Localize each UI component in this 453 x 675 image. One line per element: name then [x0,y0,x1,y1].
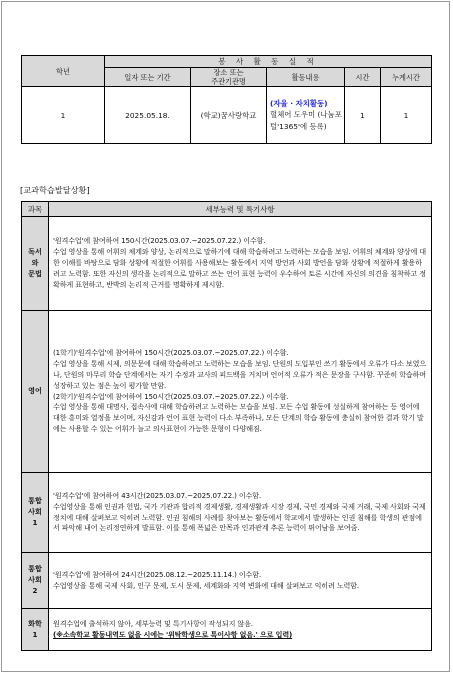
subject-name: 독서 와 문법 [22,217,49,311]
service-title: 봉 사 활 동 실 적 [105,56,432,68]
table-row [22,609,432,651]
cell-total-hours: 1 [381,87,432,144]
section-title: [교과학습발달상황] [20,185,90,195]
table-row [22,473,432,553]
input-note: (※소속학교 활동내역도 없을 시에는 '위탁학생으로 특이사항 없음.' 으로 입력) [53,629,293,639]
table-row [22,311,432,473]
detail-paragraph: 원격수업에 출석하지 않아, 세부능력 및 특기사항이 작성되지 않음. [53,618,253,628]
subject-detail [49,311,432,473]
detail-paragraph: 수업 영상을 통해 시제, 의문문에 대해 학습하려고 노력하는 모습을 보임. 단원의 도입부인 쓰기 활동에서 오류가 다소 보였으나, 단원의 마무리 학습 단계에서는 자기 수정과 교사의 피드백을 거치며 언어적 오류가 적은 문장을 구사함. 꾸준히 학습하며 성장하고 있는 점은 높이 평가할 만함. [53,358,427,390]
header-total-hours: 누계시간 [381,68,432,87]
subject-detail [49,553,432,609]
header-period: 일자 또는 기간 [105,68,191,87]
detail-paragraph: 수업영상을 통해 인권과 헌법, 국가 기관과 합리적 경제생활, 경제생활과 시장 경제, 국민 경제와 국제 거래, 국제 사회와 국제 정치에 대해 살펴보고 익히려 노력함. 인권 침해의 사례를 찾아보는 활동에서 학교에서 발생하는 인권 침해를 학생의 관점에서 파악해 내어 논리정연하게 발표함. 이를 통해 폭넓은 안목과 인과관계 추론 능력이 뛰어남을 보여줌. [53,501,426,533]
header-detail: 세부능력 및 특기사항 [49,202,432,217]
detail-paragraph: 수업영상을 통해 국제 사회, 인구 문제, 도시 문제, 세계화와 지역 변화에 대해 살펴보고 익히려 노력함. [53,580,359,590]
header-subject: 과목 [22,202,49,217]
detail-paragraph: 수업 영상을 통해 어휘의 체계와 양상, 논리적으로 말하기에 대해 학습하려고 노력하는 모습을 보임. 어휘의 체계와 양상에 대한 이해를 바탕으로 담화 상황에 적절한 어휘를 사용해보는 활동에서 지역 방언과 사회 방언을 담화 상황에 적절하게 활용하려고 노력함. 또한 자신의 생각을 논리적으로 말하고 쓰는 언어 표현 능력이 우수하여 토론 시간에 자신의 의견을 침착하고 정확하게 표현하고, 반박의 논리적 근거를 명확하게 제시함. [53,247,427,289]
header-hours: 시간 [345,68,381,87]
subject-detail [49,473,432,553]
subject-name: 영어 [22,311,49,473]
cell-grade: 1 [22,87,105,144]
subject-detail [49,609,432,651]
table-row [22,87,432,144]
header-place: 장소 또는 주관기관명 [191,68,267,87]
table-row [22,217,432,311]
cell-period: 2025.05.18. [105,87,191,144]
activity-text: 혈체어 도우미 (나눔포털'1365'에 등록) [270,110,342,131]
activity-tag: (자율 · 자치활동) [270,99,328,109]
subject-name: 통합 사회 1 [22,473,49,553]
cell-place: (학교)꿈사랑학교 [191,87,267,144]
detail-paragraph: '원격수업'에 참여하여 43시간(2025.03.07.~2025.07.22.) 이수함. [53,490,262,500]
cell-activity [267,87,345,144]
detail-paragraph: 수업 영상을 통해 대명사, 접속사에 대해 학습하려고 노력하는 모습을 보임. 모든 수업 활동에 성실하게 참여하는 등 영어에 대한 흥미와 열정을 보이며, 자신감과 언어 표현 능력이 다소 부족하나, 모든 단계의 학습 활동에 충실히 참여한 결과 학기 말에는 사용할 수 있는 어휘가 늘고 의사표현이 가능한 문형이 다양해짐. [53,402,424,434]
detail-paragraph: '원격수업'에 참여하여 150시간(2025.03.07.~2025.07.22.) 이수함. [53,236,266,246]
detail-paragraph: (2학기)'원격수업'에 참여하여 150시간(2025.03.07.~2025.07.22.) 이수함. [53,391,289,401]
subject-name: 통합 사회 2 [22,553,49,609]
subject-name: 화학 1 [22,609,49,651]
cell-hours: 1 [345,87,381,144]
header-grade: 학년 [22,56,105,87]
table-row [22,553,432,609]
detail-paragraph: (1학기)'원격수업'에 참여하여 150시간(2025.03.07.~2025.07.22.) 이수함. [53,348,289,358]
detail-paragraph: '원격수업'에 참여하여 24시간(2025.08.12.~2025.11.14.) 이수함. [53,569,262,579]
service-record-table [21,55,432,144]
header-activity: 활동내용 [267,68,345,87]
subject-grades-table [21,201,432,651]
subject-detail [49,217,432,311]
